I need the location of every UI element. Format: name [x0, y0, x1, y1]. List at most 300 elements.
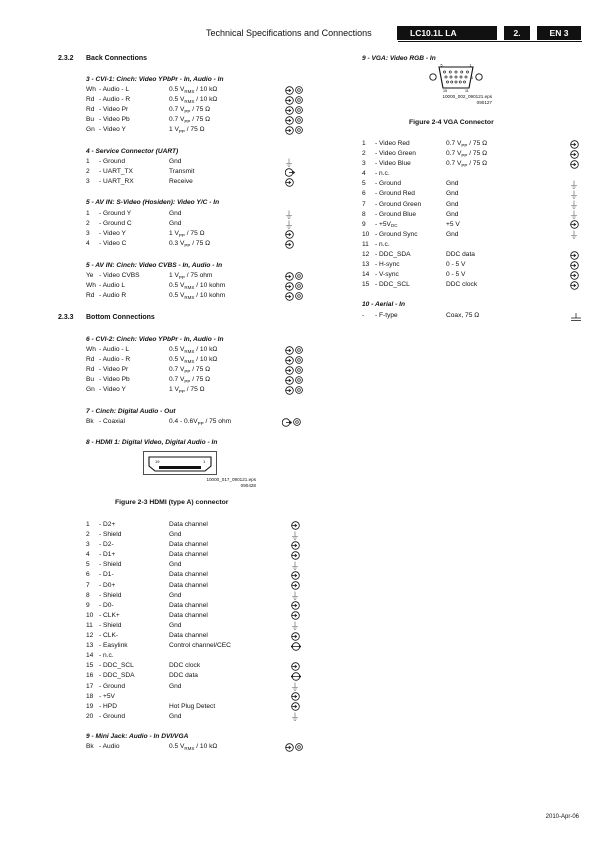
signal-symbol: [285, 105, 303, 115]
pin-id: 9: [86, 601, 90, 609]
pin-value: [446, 210, 458, 220]
pin-name-text: - Audio - L: [99, 86, 130, 93]
signal-symbol: [285, 167, 295, 177]
pin-name: [99, 702, 117, 712]
pin-value-text: Gnd: [446, 230, 459, 238]
table-row: [86, 682, 306, 692]
ground-icon: [570, 180, 578, 189]
vga-pin-label-5: 5: [440, 63, 443, 68]
pin-name: [375, 260, 400, 270]
pin-name: [99, 345, 129, 355]
vga-pin-label-6: 6: [471, 76, 473, 80]
vga-table: [362, 139, 584, 290]
table-row: [362, 149, 584, 159]
pin-value: [169, 712, 181, 722]
pin-value: [169, 125, 205, 135]
aerial-table: [362, 311, 584, 321]
section-title-bottom: Bottom Connections: [86, 314, 155, 321]
table-row: [362, 139, 584, 149]
pin-name: [375, 240, 390, 250]
table-row: [362, 200, 584, 210]
pin-id: Bk: [86, 418, 94, 425]
signal-symbol: [570, 189, 578, 199]
signal-symbol: [570, 260, 579, 270]
pin-value: [446, 220, 460, 230]
pin-value: [169, 631, 208, 641]
pin-name-text: - Audio - L: [99, 346, 130, 353]
pin-id: 7: [362, 200, 366, 208]
pin-name-text: - Video CVBS: [99, 272, 140, 279]
pin-id: 19: [86, 702, 94, 710]
pin-value: [169, 591, 181, 601]
table-row: [86, 651, 306, 661]
pin-value-text: Data channel: [169, 611, 208, 619]
vga-figure-code: 090127: [476, 99, 492, 105]
ground-icon: [570, 210, 578, 219]
pin-value-unit: / 10 kΩ: [194, 86, 218, 93]
signal-symbol: [291, 611, 300, 621]
pin-value: [169, 291, 225, 301]
pin-name-text: - DDC_SCL: [99, 662, 134, 670]
minijack-table: [86, 742, 306, 752]
signal-symbol: [291, 560, 299, 570]
pin-id: 6: [362, 190, 366, 198]
pin-value-subscript: RMS: [184, 284, 195, 290]
pin-value: [169, 219, 181, 229]
header-model: LC10.1L LA: [397, 26, 497, 40]
jack-icon: [295, 346, 303, 354]
jack-icon: [295, 96, 303, 104]
pin-value-subscript: RMS: [184, 88, 195, 94]
pin-id: 15: [362, 281, 370, 289]
pin-name: [99, 365, 128, 375]
pin-value-subscript: RMS: [184, 348, 195, 354]
pin-value: [169, 560, 181, 570]
hdmi-pin-block: [159, 466, 201, 469]
pin-value-unit: / 75 Ω: [190, 106, 211, 114]
signal-symbol: [570, 280, 579, 290]
table-row: [86, 219, 306, 229]
pin-value: [169, 550, 208, 560]
pin-value: [446, 200, 458, 210]
ground-icon: [285, 210, 293, 219]
pin-name-text: - Easylink: [99, 642, 128, 650]
pin-name-text: - Video Y: [99, 230, 126, 238]
pin-id: 1: [86, 521, 90, 528]
pin-value-subscript: PP: [184, 368, 191, 374]
table-row: [86, 417, 306, 427]
pin-value-subscript: PP: [178, 274, 185, 280]
input-arrow-icon: [285, 178, 294, 187]
vga-connector-figure: [428, 63, 484, 93]
pin-value-text: 0.3 V: [169, 240, 185, 248]
pin-value: [169, 641, 231, 651]
input-arrow-icon: [285, 376, 294, 385]
pin-id: 4: [86, 551, 90, 559]
table-row: [362, 230, 584, 240]
pin-value: [169, 345, 217, 355]
ground-icon: [570, 230, 578, 239]
pin-name-text: - Ground: [99, 682, 126, 690]
pin-name-text: - Ground Y: [99, 210, 132, 217]
pin-name: [99, 125, 126, 135]
pin-value: [169, 209, 181, 219]
table-row: [362, 179, 584, 189]
pin-id: 7: [86, 581, 90, 589]
vga-shell-outline: [439, 67, 473, 88]
signal-symbol: [291, 631, 300, 641]
signal-symbol: [291, 692, 300, 702]
pin-name-text: - D2+: [99, 521, 116, 528]
pin-value-unit: / 75 Ω: [184, 230, 205, 238]
pin-id: 4: [362, 170, 366, 178]
header-chapter: 2.: [504, 26, 530, 40]
pin-value-text: Data channel: [169, 541, 208, 549]
minijack-title: 9 - Mini Jack: Audio - In DVI/VGA: [86, 733, 189, 740]
table-row: [86, 209, 306, 219]
pin-id: 1: [86, 210, 90, 217]
pin-value: [169, 115, 210, 125]
input-arrow-icon: [285, 743, 294, 752]
input-arrow-icon: [285, 356, 294, 365]
signal-symbol: [570, 139, 579, 149]
table-row: [86, 271, 306, 281]
pin-value-text: Receive: [169, 178, 193, 186]
section-title-back: Back Connections: [86, 55, 148, 62]
vga-screw-right: [476, 74, 482, 80]
pin-value: [446, 230, 458, 240]
pin-value-unit: / 10 kΩ: [194, 356, 218, 364]
table-row: [86, 550, 306, 560]
pin-name: [99, 229, 126, 239]
pin-name: [375, 169, 390, 179]
jack-icon: [295, 282, 303, 290]
signal-symbol: [570, 149, 579, 159]
pin-value: [169, 239, 210, 249]
signal-symbol: [285, 385, 303, 395]
pin-id: Rd: [86, 106, 95, 114]
table-row: [86, 239, 306, 249]
pin-name: [99, 742, 120, 752]
vga-title: 9 - VGA: Video RGB - In: [362, 55, 436, 62]
pin-name-text: - Video Pb: [99, 376, 130, 384]
signal-symbol: [285, 355, 303, 365]
input-arrow-icon: [291, 581, 300, 590]
signal-symbol: [291, 570, 300, 580]
pin-value: [446, 159, 487, 169]
pin-id: 4: [86, 240, 90, 248]
jack-icon: [295, 272, 303, 280]
pin-value: [169, 611, 208, 621]
pin-value-text: Transmit: [169, 168, 195, 176]
input-arrow-icon: [285, 272, 294, 281]
pin-name-text: - Video Y: [99, 386, 126, 394]
pin-name: [99, 641, 128, 651]
table-row: [86, 85, 306, 95]
pin-name: [375, 250, 411, 260]
pin-id: 2: [86, 168, 90, 176]
input-arrow-icon: [291, 521, 300, 530]
input-arrow-icon: [291, 702, 300, 711]
pin-value: [169, 520, 208, 530]
pin-value-text: 0.7 V: [446, 160, 462, 168]
pin-value-text: +5 V: [446, 220, 460, 228]
pin-name: [375, 230, 418, 240]
pin-name: [99, 115, 130, 125]
pin-name: [375, 280, 410, 290]
pin-id: 20: [86, 712, 94, 720]
pin-value-unit: / 75 Ω: [190, 240, 211, 248]
pin-name-subscript: DC: [390, 223, 398, 229]
pin-value: [446, 189, 458, 199]
pin-id: 13: [362, 261, 370, 269]
pin-value-text: Data channel: [169, 571, 208, 579]
signal-symbol: [291, 601, 300, 611]
pin-name-text: - Ground Green: [375, 200, 422, 208]
pin-name: [375, 200, 421, 210]
table-row: [86, 229, 306, 239]
table-row: [86, 281, 306, 291]
input-arrow-icon: [570, 251, 579, 260]
pin-name-text: - D1-: [99, 571, 114, 579]
pin-value: [169, 621, 181, 631]
pin-name-text: - Ground: [375, 180, 402, 188]
pin-id: 3: [362, 160, 366, 168]
pin-value-text: Gnd: [169, 531, 182, 539]
pin-id: 10: [362, 230, 370, 238]
cvi1-title: 3 - CVI-1: Cinch: Video YPbPr - In, Audio - In: [86, 76, 224, 83]
pin-value-subscript: PP: [178, 128, 185, 134]
table-row: [86, 631, 306, 641]
pin-value: [446, 250, 475, 260]
signal-symbol: [282, 417, 301, 427]
pin-name-text: - V-sync: [375, 271, 399, 279]
signal-symbol: [291, 550, 300, 560]
pin-value-text: 0.5 V: [169, 86, 185, 93]
pin-value-text: Data channel: [169, 632, 208, 640]
table-row: [362, 270, 584, 280]
pin-id: 3: [86, 230, 90, 238]
pin-name-text: - Ground: [99, 158, 126, 165]
pin-value-unit: / 75 Ω: [190, 376, 211, 384]
pin-value: [446, 149, 487, 159]
pin-name-text: - Coaxial: [99, 418, 126, 425]
table-row: [86, 375, 306, 385]
pin-value-subscript: PP: [461, 142, 468, 148]
signal-symbol: [291, 581, 300, 591]
svideo-table: [86, 209, 306, 249]
input-arrow-icon: [285, 292, 294, 301]
pin-name: [375, 270, 399, 280]
pin-name: [375, 179, 401, 189]
table-row: [86, 742, 306, 752]
pin-value: [169, 581, 208, 591]
table-row: [86, 385, 306, 395]
footer-date: 2010-Apr-06: [545, 814, 579, 820]
pin-name-text: - n.c.: [375, 240, 390, 248]
signal-symbol: [285, 375, 303, 385]
input-arrow-icon: [285, 366, 294, 375]
ground-icon: [291, 561, 299, 570]
pin-value: [169, 271, 212, 281]
pin-id: 2: [362, 150, 366, 158]
pin-name-text: - Audio - R: [99, 356, 131, 364]
pin-name-text: - D2-: [99, 541, 114, 549]
pin-value: [169, 355, 217, 365]
pin-value-text: 1 V: [169, 386, 179, 394]
pin-name-text: - CLK+: [99, 611, 120, 619]
pin-name: [99, 167, 133, 177]
pin-id: Rd: [86, 366, 95, 374]
pin-value: [169, 365, 210, 375]
pin-value-unit: / 10 kΩ: [194, 96, 218, 104]
pin-id: 11: [86, 621, 93, 629]
pin-value: [446, 260, 465, 270]
pin-name-text: - DDC_SDA: [375, 251, 411, 259]
pin-value-text: Gnd: [169, 210, 182, 217]
pin-id: Bk: [86, 743, 94, 750]
vga-pin-label-11: 11: [465, 89, 469, 93]
table-row: [86, 601, 306, 611]
input-arrow-icon: [291, 571, 300, 580]
cvi1-table: [86, 85, 306, 135]
output-arrow-icon: [285, 168, 295, 177]
pin-value: [169, 177, 193, 187]
table-row: [86, 581, 306, 591]
uart-title: 4 - Service Connector (UART): [86, 148, 179, 155]
pin-value: [169, 85, 217, 95]
pin-name: [99, 651, 114, 661]
signal-symbol: [291, 540, 300, 550]
table-row: [86, 365, 306, 375]
pin-value: [169, 229, 205, 239]
cvbs-title: 5 - AV IN: Cinch: Video CVBS - In, Audio - In: [86, 262, 223, 269]
pin-value-text: 0 - 5 V: [446, 271, 466, 279]
input-arrow-icon: [570, 261, 579, 270]
pin-value: [169, 671, 198, 681]
pin-name: [99, 177, 134, 187]
pin-id: 9: [362, 220, 366, 228]
pin-name: [99, 621, 121, 631]
pin-value-text: Data channel: [169, 521, 208, 528]
pin-value: [169, 281, 225, 291]
pin-name-text: - CLK-: [99, 632, 119, 640]
table-row: [86, 702, 306, 712]
pin-name: [99, 281, 125, 291]
pin-name: [99, 712, 125, 722]
pin-value-subscript: RMS: [184, 745, 195, 751]
pin-value: [169, 742, 217, 752]
pin-value: [169, 570, 208, 580]
pin-id: 11: [362, 240, 369, 248]
table-row: [86, 560, 306, 570]
pin-value-text: 0.5 V: [169, 96, 185, 104]
pin-value-unit: / 75 Ω: [184, 126, 205, 134]
jack-icon: [295, 116, 303, 124]
pin-value-subscript: RMS: [184, 294, 195, 300]
pin-value-subscript: RMS: [184, 358, 195, 364]
pin-value: [169, 385, 205, 395]
input-arrow-icon: [291, 692, 300, 701]
signal-symbol: [285, 271, 303, 281]
pin-value-subscript: PP: [197, 420, 204, 426]
pin-id: 1: [86, 158, 90, 165]
pin-name: [99, 291, 126, 301]
table-row: [362, 210, 584, 220]
table-row: [86, 105, 306, 115]
jack-icon: [295, 126, 303, 134]
pin-name-text: - Shield: [99, 591, 122, 599]
pin-value-text: DDC data: [446, 251, 475, 259]
signal-symbol: [285, 157, 293, 167]
digital-audio-table: [86, 417, 306, 427]
uart-table: [86, 157, 306, 187]
pin-value-text: 0.7 V: [169, 106, 185, 114]
pin-name-text: - Audio L: [99, 282, 126, 290]
input-arrow-icon: [291, 551, 300, 560]
pin-value-subscript: PP: [184, 118, 191, 124]
signal-symbol: [285, 365, 303, 375]
input-arrow-icon: [570, 220, 579, 229]
signal-symbol: [285, 742, 303, 752]
cvi2-title: 6 - CVI-2: Cinch: Video YPbPr - In, Audio - In: [86, 336, 224, 343]
signal-symbol: [291, 671, 301, 681]
pin-value-subscript: RMS: [184, 98, 195, 104]
pin-name-text: - n.c.: [375, 170, 390, 178]
pin-name: [99, 417, 125, 427]
pin-value-text: 0.7 V: [446, 140, 462, 147]
pin-id: 6: [86, 571, 90, 579]
pin-value: [169, 375, 210, 385]
pin-name: [99, 682, 125, 692]
pin-name: [99, 591, 121, 601]
pin-name: [99, 631, 118, 641]
pin-value: [446, 270, 465, 280]
pin-name: [375, 159, 411, 169]
section-number-bottom: 2.3.3: [58, 314, 74, 321]
hdmi-figure-id: [160, 477, 256, 488]
pin-name: [99, 355, 130, 365]
pin-name: [99, 209, 131, 219]
input-arrow-icon: [291, 632, 300, 641]
pin-name-text: - Audio: [99, 743, 120, 750]
table-row: [362, 189, 584, 199]
pin-value-text: Gnd: [446, 200, 459, 208]
pin-name-text: - n.c.: [99, 652, 114, 660]
pin-value: [169, 157, 181, 167]
signal-symbol: [570, 270, 579, 280]
pin-name: [99, 85, 129, 95]
pin-value: [169, 601, 208, 611]
signal-symbol: [285, 115, 303, 125]
pin-name: [99, 239, 126, 249]
table-row: [86, 291, 306, 301]
jack-icon: [293, 418, 301, 426]
pin-value-subscript: PP: [178, 388, 185, 394]
pin-name-text: - H-sync: [375, 261, 400, 269]
vga-pin-label-1: 1: [469, 63, 472, 68]
pin-value-text: 0.5 V: [169, 356, 185, 364]
pin-value: [446, 139, 487, 149]
table-row: [86, 540, 306, 550]
pin-value-text: 0.5 V: [169, 346, 185, 353]
signal-symbol: [285, 85, 303, 95]
pin-name-text: - +5V: [99, 692, 115, 700]
pin-value: [169, 105, 210, 115]
jack-icon: [295, 386, 303, 394]
jack-icon: [295, 106, 303, 114]
pin-name-text: - Ground C: [99, 220, 132, 228]
